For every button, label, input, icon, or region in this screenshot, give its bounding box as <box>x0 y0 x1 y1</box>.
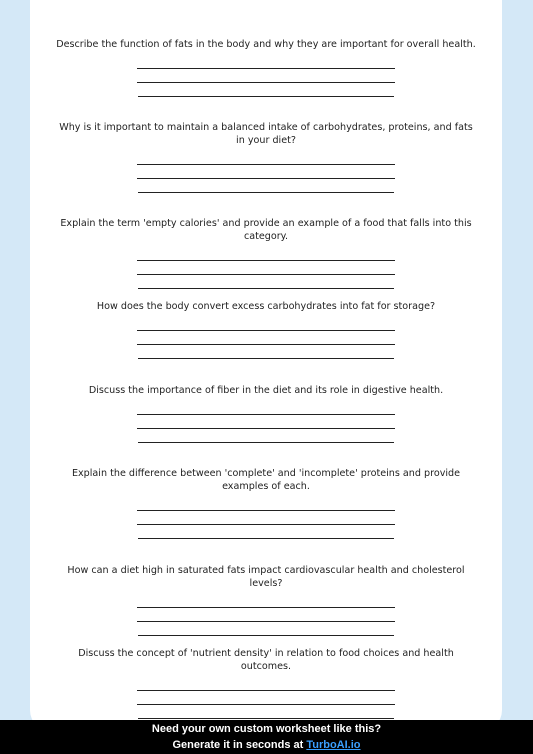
question-text: Discuss the importance of fiber in the diet and its role in digestive health. <box>88 385 444 396</box>
answer-lines <box>30 594 502 636</box>
answer-lines <box>30 151 502 193</box>
question-5 <box>30 384 502 443</box>
promo-subline <box>0 739 533 751</box>
question-4 <box>30 300 502 359</box>
answer-line[interactable] <box>137 691 395 705</box>
answer-line[interactable] <box>137 511 395 525</box>
answer-line[interactable] <box>137 401 395 415</box>
question-text: How can a diet high in saturated fats impact cardiovascular health and cholesterol levels? <box>67 565 465 589</box>
question-8 <box>30 647 502 719</box>
answer-lines <box>30 317 502 359</box>
question-2 <box>30 121 502 193</box>
answer-line[interactable] <box>137 151 395 165</box>
question-text: Why is it important to maintain a balanced intake of carbohydrates, proteins, and fats in your diet? <box>59 122 473 146</box>
answer-lines <box>30 55 502 97</box>
answer-lines <box>30 247 502 289</box>
answer-line[interactable] <box>137 165 395 179</box>
question-text: Explain the term 'empty calories' and provide an example of a food that falls into this category. <box>60 218 472 242</box>
answer-line[interactable] <box>138 525 394 539</box>
answer-line[interactable] <box>138 275 394 289</box>
promo-footer <box>0 720 533 754</box>
answer-line[interactable] <box>138 345 394 359</box>
answer-line[interactable] <box>138 705 394 719</box>
answer-line[interactable] <box>138 83 394 97</box>
question-7 <box>30 564 502 636</box>
answer-line[interactable] <box>137 608 395 622</box>
question-6 <box>30 467 502 539</box>
answer-line[interactable] <box>137 415 395 429</box>
answer-lines <box>30 677 502 719</box>
question-1 <box>30 38 502 97</box>
question-text: Describe the function of fats in the body and why they are important for overall health. <box>56 39 476 50</box>
answer-line[interactable] <box>137 247 395 261</box>
turboai-link[interactable]: TurboAI.io <box>306 739 361 751</box>
question-3 <box>30 217 502 289</box>
answer-line[interactable] <box>137 261 395 275</box>
answer-line[interactable] <box>137 317 395 331</box>
question-text: How does the body convert excess carbohydrates into fat for storage? <box>96 301 436 312</box>
worksheet-page <box>30 0 502 732</box>
answer-line[interactable] <box>137 594 395 608</box>
answer-line[interactable] <box>138 179 394 193</box>
answer-line[interactable] <box>137 69 395 83</box>
promo-subline-text: Generate it in seconds at <box>172 739 307 751</box>
answer-lines <box>30 401 502 443</box>
promo-headline: Need your own custom worksheet like this? <box>151 723 382 735</box>
answer-line[interactable] <box>138 622 394 636</box>
answer-line[interactable] <box>137 55 395 69</box>
answer-line[interactable] <box>137 497 395 511</box>
question-text: Discuss the concept of 'nutrient density' in relation to food choices and health outcomes. <box>78 648 454 672</box>
answer-lines <box>30 497 502 539</box>
answer-line[interactable] <box>137 331 395 345</box>
answer-line[interactable] <box>138 429 394 443</box>
question-text: Explain the difference between 'complete' and 'incomplete' proteins and provide examples of each. <box>71 468 461 492</box>
answer-line[interactable] <box>137 677 395 691</box>
